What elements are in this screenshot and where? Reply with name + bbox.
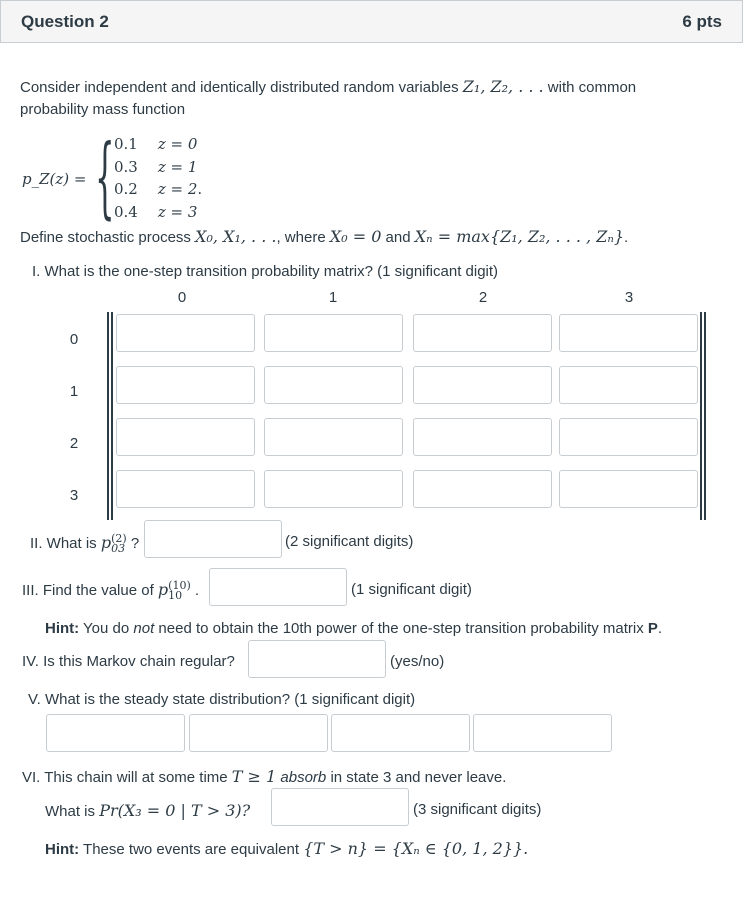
pmf-case-1 [114, 158, 197, 176]
matrix-row-label-0: 0 [69, 331, 79, 348]
pmf-brace: { [95, 125, 115, 228]
matrix-left-bracket [111, 312, 113, 520]
q3-note-end: . [657, 620, 663, 637]
steady-state-input-2[interactable] [331, 714, 470, 752]
q6-post: in state 3 and never leave. [326, 769, 507, 786]
matrix-input-2-2[interactable] [413, 418, 552, 456]
q5-text: V. What is the steady state distribution? (1 significant digit) [28, 691, 416, 708]
q3-answer-input[interactable] [209, 568, 347, 606]
matrix-col-label-1: 1 [328, 289, 338, 306]
q3-note-emphasis: not [133, 620, 155, 637]
q1-text: I. What is the one-step transition probability matrix? (1 significant digit) [32, 263, 499, 280]
define-math-3: Xₙ = max{Z₁, Z₂, . . . , Zₙ} [414, 227, 625, 246]
q3-note [45, 620, 662, 637]
matrix-input-1-2[interactable] [413, 366, 552, 404]
pmf-cond: z = 0 [157, 135, 198, 153]
matrix-col-label-2: 2 [478, 289, 488, 306]
q6-emphasis: absorb [276, 769, 327, 786]
q4-answer-input[interactable] [248, 640, 386, 678]
q3-note-label: Hint: [45, 620, 80, 637]
q2-sup: (2) [111, 532, 127, 546]
pmf-period: . [197, 180, 203, 198]
pmf-cond: z = 2 [157, 180, 198, 198]
matrix-input-1-0[interactable] [116, 366, 255, 404]
intro-text: Consider independent and identically distributed random variables [20, 79, 463, 96]
matrix-input-2-3[interactable] [559, 418, 698, 456]
q6-note-label: Hint: [45, 841, 80, 858]
pmf-prob: 0.3 [114, 158, 138, 176]
q2-answer-input[interactable] [144, 520, 282, 558]
q2-sub: 03 [111, 542, 126, 556]
q6-math: T ≥ 1 [231, 767, 277, 786]
q3-text [22, 580, 199, 601]
matrix-input-0-1[interactable] [264, 314, 403, 352]
steady-state-input-1[interactable] [189, 714, 328, 752]
define-text-end: . [624, 229, 629, 246]
steady-state-input-0[interactable] [46, 714, 185, 752]
q6-note-math: {T > n} = {Xₙ ∈ {0, 1, 2}}. [303, 839, 529, 858]
q3-note-text: You do [79, 620, 134, 637]
pmf-cond: z = 3 [157, 203, 198, 221]
q6-text [22, 767, 506, 786]
matrix-right-bracket [700, 312, 702, 520]
define-line [20, 227, 628, 246]
pmf-case-0 [114, 135, 197, 153]
pmf-lhs: p_Z(z) = [22, 170, 87, 188]
q3-sub: 10 [168, 589, 183, 603]
matrix-row-label-2: 2 [69, 435, 79, 452]
q3-note-matrix: P [647, 620, 658, 637]
q6-ask-math: Pr(X₃ = 0 | T > 3)? [99, 801, 251, 820]
q6-pre: VI. This chain will at some time [22, 769, 232, 786]
define-text: Define stochastic process [20, 229, 196, 246]
q4-text: IV. Is this Markov chain regular? [22, 653, 235, 670]
q4-hint: (yes/no) [390, 653, 445, 670]
pmf-case-2 [114, 180, 202, 198]
question-title: Question 2 [21, 12, 109, 31]
matrix-col-label-3: 3 [624, 289, 634, 306]
matrix-input-3-1[interactable] [264, 470, 403, 508]
pmf-cond: z = 1 [157, 158, 198, 176]
intro-text-end: with common [543, 79, 637, 96]
matrix-input-0-2[interactable] [413, 314, 552, 352]
intro-math: Z₁, Z₂, . . . [462, 77, 544, 96]
matrix-input-3-3[interactable] [559, 470, 698, 508]
define-text-and: and [381, 229, 415, 246]
pmf-case-3 [114, 203, 197, 221]
q3-post: . [190, 582, 200, 599]
q2-post: ? [126, 535, 140, 552]
matrix-input-2-0[interactable] [116, 418, 255, 456]
q2-pre: II. What is [30, 535, 101, 552]
pmf-prob: 0.2 [114, 180, 138, 198]
question-points: 6 pts [682, 12, 722, 31]
q2-hint: (2 significant digits) [285, 533, 414, 550]
matrix-row-label-1: 1 [69, 383, 79, 400]
define-text-mid: , where [276, 229, 330, 246]
q6-note [45, 839, 528, 858]
q2-math: p [100, 533, 112, 552]
q6-hint: (3 significant digits) [413, 801, 542, 818]
pmf-prob: 0.1 [114, 135, 138, 153]
q3-note-text-mid: need to obtain the 10th power of the one-step transition probability matrix [154, 620, 648, 637]
matrix-col-label-0: 0 [177, 289, 187, 306]
define-math-1: X₀, X₁, . . . [195, 227, 277, 246]
matrix-input-3-2[interactable] [413, 470, 552, 508]
q3-pre: III. Find the value of [22, 582, 158, 599]
matrix-input-2-1[interactable] [264, 418, 403, 456]
matrix-input-1-1[interactable] [264, 366, 403, 404]
q2-text [30, 533, 139, 554]
matrix-input-1-3[interactable] [559, 366, 698, 404]
q3-hint: (1 significant digit) [351, 581, 472, 598]
q6-answer-input[interactable] [271, 788, 409, 826]
intro-line-2: probability mass function [20, 101, 186, 118]
steady-state-input-3[interactable] [473, 714, 612, 752]
matrix-input-0-0[interactable] [116, 314, 255, 352]
question-header [0, 0, 743, 43]
matrix-right-bracket [704, 312, 706, 520]
matrix-row-label-3: 3 [69, 487, 79, 504]
q3-sup: (10) [168, 579, 191, 593]
intro-line-1 [20, 77, 636, 96]
pmf-prob: 0.4 [114, 203, 138, 221]
q6-ask-pre: What is [45, 803, 100, 820]
q6-note-text: These two events are equivalent [79, 841, 304, 858]
q3-math: p [157, 580, 169, 599]
matrix-input-0-3[interactable] [559, 314, 698, 352]
define-math-2: X₀ = 0 [329, 227, 382, 246]
matrix-left-bracket [107, 312, 109, 520]
matrix-input-3-0[interactable] [116, 470, 255, 508]
q6-ask [45, 801, 250, 820]
